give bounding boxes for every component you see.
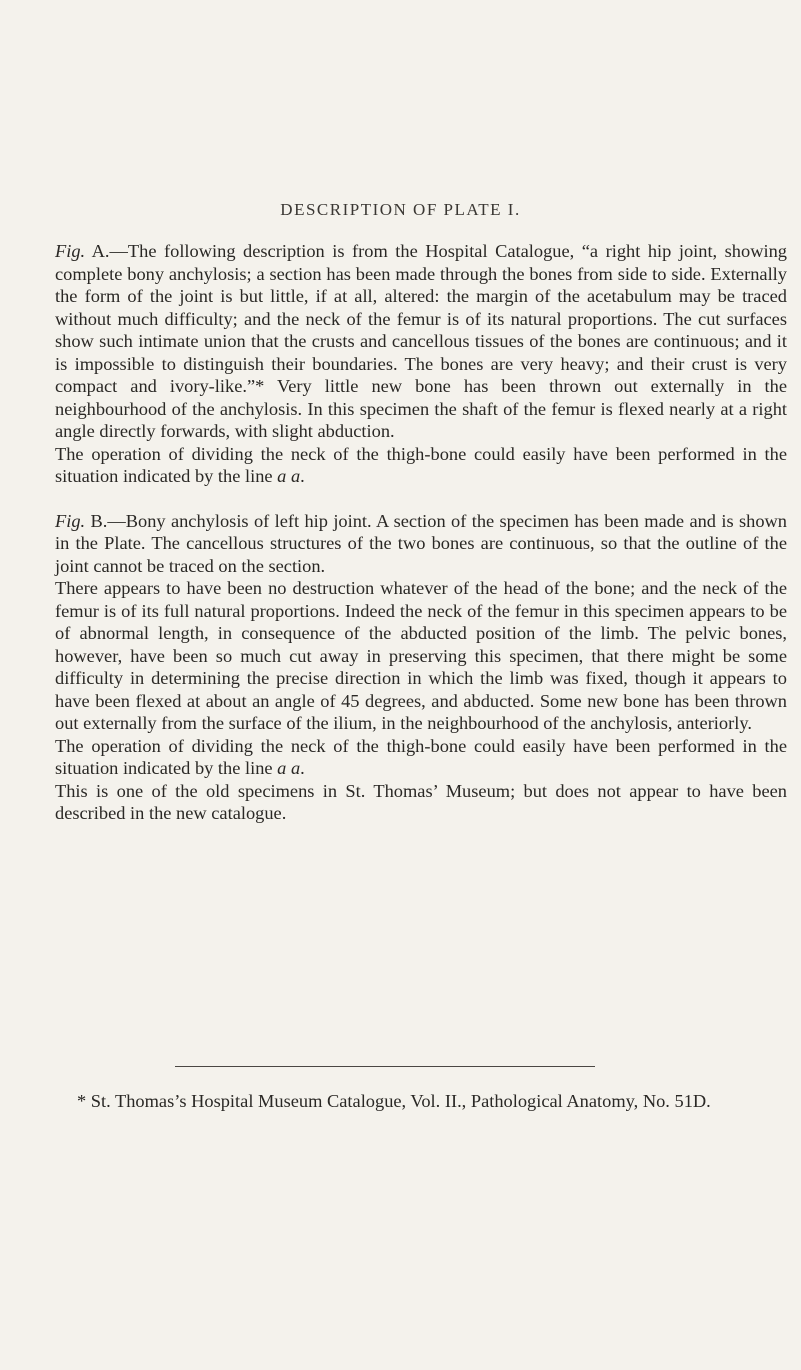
fig-b-operation-text: The operation of dividing the neck of the thigh-bone could easily have been performed in the situation indicated by the line [55, 735, 787, 778]
running-head: DESCRIPTION OF PLATE I. [280, 200, 521, 219]
footnote-rule [175, 1066, 595, 1067]
footnote [55, 1090, 787, 1113]
fig-a-label: Fig. [55, 241, 86, 261]
fig-b-label: Fig. [55, 510, 86, 531]
fig-b-text: —Bony anchylosis of left hip joint. A section of the specimen has been made and is shown in the Plate. The cancellous structures of the two bones are continuous, so that the outline of the joint cannot be traced on the section. [55, 510, 787, 576]
footnote-text: * St. Thomas’s Hospital Museum Catalogue, Vol. II., Pathological Anatomy, No. 51 [77, 1091, 693, 1112]
fig-b-head-paragraph: There appears to have been no destruction whatever of the head of the bone; and the neck of the femur is of its full natural proportions. Indeed the neck of the femur in this specimen appears to be of abnormal length, in consequence of the abducted position of the limb. The pelvic bones, however, have been so much cut away in preserving this specimen, that there might be some difficulty in determining the precise direction in which the limb was fixed, though it appears to have been flexed at about an angle of 45 degrees, and abducted. Some new bone has been thrown out externally from the surface of the ilium, in the neighbourhood of the anchylosis, anteriorly. [55, 578, 787, 733]
fig-b-line-label: a a [277, 758, 301, 778]
section-gap [55, 488, 787, 510]
footnote-suffix: D [692, 1091, 707, 1112]
fig-a-operation-paragraph [55, 443, 787, 488]
fig-b-paragraph [55, 510, 787, 578]
fig-b-operation-end: . [300, 758, 305, 778]
fig-a-letter: A. [85, 241, 110, 261]
footnote-end: . [706, 1091, 711, 1112]
fig-a-line-label: a a [277, 466, 301, 486]
fig-b-letter: B. [85, 510, 108, 531]
fig-a-paragraph [55, 240, 787, 443]
fig-a-text: —The following description is from the Hospital Catalogue, “a right hip joint, showing complete bony anchylosis; a section has been made through the bones from side to side. Externally the form of the joint is but little, if at all, altered: the margin of the acetabulum may be traced without much difficulty; and the neck of the femur is of its natural proportions. The cut surfaces show such intimate union that the crusts and cancellous tissues of the bones are continuous; and it is impossible to distinguish their boundaries. The bones are very heavy; and their crust is very compact and ivory-like.”* Very little new bone has been thrown out externally in the neighbourhood of the anchylosis. In this specimen the shaft of the femur is flexed nearly at a right angle directly forwards, with slight abduction. [55, 241, 787, 441]
fig-a-operation-text: The operation of dividing the neck of the thigh-bone could easily have been performed in the situation indicated by the line [55, 443, 787, 486]
fig-b-operation-paragraph [55, 735, 787, 780]
fig-b-museum-paragraph: This is one of the old specimens in St. Thomas’ Museum; but does not appear to have been described in the new catalogue. [55, 780, 787, 823]
body-text [55, 240, 787, 825]
fig-a-operation-end: . [300, 466, 305, 486]
